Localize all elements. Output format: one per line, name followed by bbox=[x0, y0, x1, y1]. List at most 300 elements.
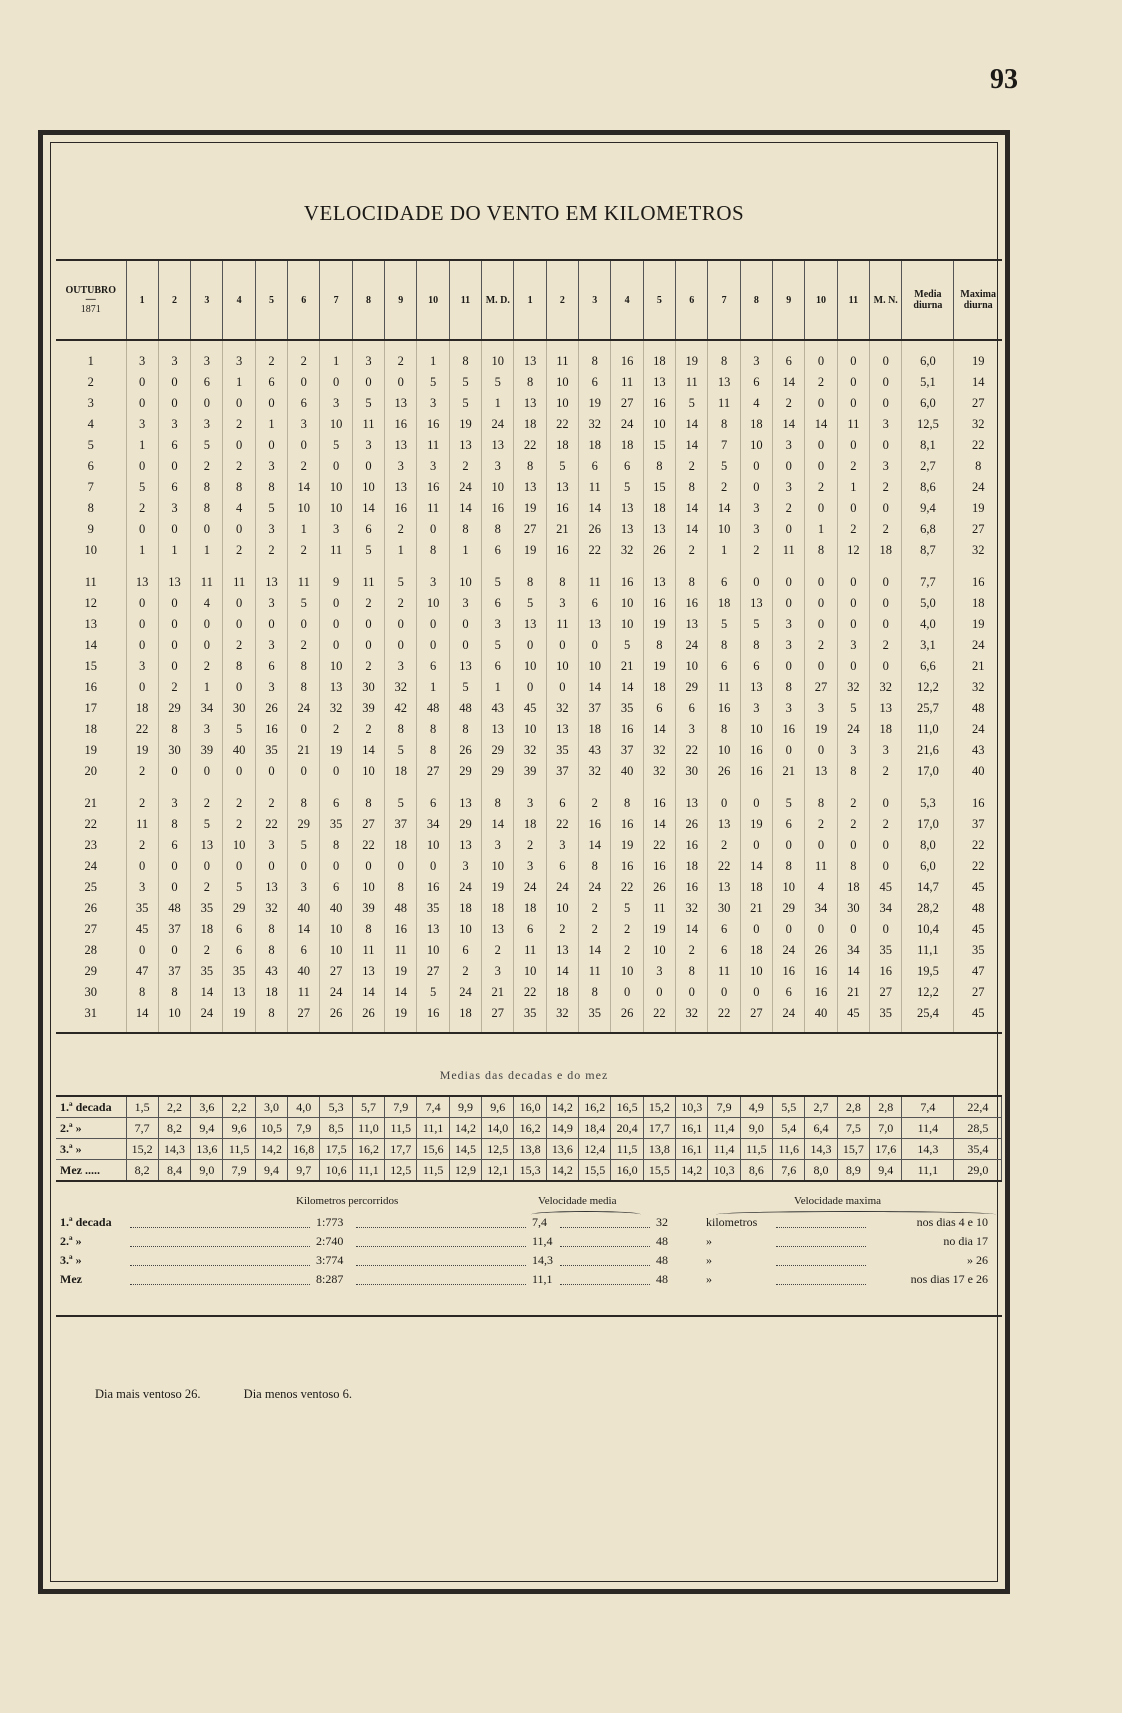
speed-cell: 35 bbox=[320, 814, 352, 835]
speed-cell: 0 bbox=[449, 635, 481, 656]
average-cell: 14,3 bbox=[805, 1139, 837, 1160]
day-cell: 6 bbox=[87, 459, 94, 473]
speed-cell: 0 bbox=[514, 635, 546, 656]
summary-unit: » bbox=[706, 1234, 712, 1248]
max-cell: 24 bbox=[954, 477, 1002, 498]
speed-cell: 0 bbox=[223, 393, 255, 414]
speed-cell: 14 bbox=[191, 982, 223, 1003]
speed-cell: 0 bbox=[837, 919, 869, 940]
speed-cell: 24 bbox=[449, 982, 481, 1003]
speed-cell: 10 bbox=[579, 656, 611, 677]
average-cell: 12,5 bbox=[482, 1139, 514, 1160]
speed-cell: 0 bbox=[708, 782, 740, 814]
speed-cell: 16 bbox=[676, 593, 708, 614]
speed-cell: 6 bbox=[708, 561, 740, 593]
speed-cell: 29 bbox=[223, 898, 255, 919]
average-label: 3.ª » bbox=[56, 1139, 126, 1160]
average-label: 1.ª decada bbox=[56, 1096, 126, 1118]
speed-cell: 5 bbox=[676, 393, 708, 414]
speed-cell: 24 bbox=[514, 877, 546, 898]
speed-cell: 35 bbox=[255, 740, 287, 761]
summary-vel: 11,1 bbox=[532, 1272, 553, 1286]
speed-cell: 0 bbox=[255, 856, 287, 877]
speed-cell: 8 bbox=[611, 782, 643, 814]
summary-max: 48 bbox=[656, 1272, 668, 1286]
speed-cell: 39 bbox=[191, 740, 223, 761]
table-row bbox=[56, 540, 1002, 561]
speed-cell: 18 bbox=[740, 414, 772, 435]
average-cell: 14,2 bbox=[546, 1160, 578, 1182]
speed-cell: 0 bbox=[740, 561, 772, 593]
speed-cell: 0 bbox=[870, 782, 902, 814]
speed-cell: 8 bbox=[676, 477, 708, 498]
speed-cell: 27 bbox=[417, 761, 449, 782]
speed-cell: 13 bbox=[191, 835, 223, 856]
speed-cell: 0 bbox=[870, 614, 902, 635]
average-cell: 2,2 bbox=[223, 1096, 255, 1118]
speed-cell: 5 bbox=[449, 677, 481, 698]
speed-cell: 37 bbox=[611, 740, 643, 761]
speed-cell: 16 bbox=[611, 856, 643, 877]
speed-cell: 13 bbox=[643, 561, 675, 593]
speed-cell: 5 bbox=[223, 719, 255, 740]
speed-cell: 19 bbox=[385, 961, 417, 982]
average-cell: 13,8 bbox=[643, 1139, 675, 1160]
speed-cell: 2 bbox=[773, 498, 805, 519]
speed-cell: 6 bbox=[255, 372, 287, 393]
speed-cell: 21 bbox=[546, 519, 578, 540]
speed-cell: 13 bbox=[449, 435, 481, 456]
speed-cell: 27 bbox=[870, 982, 902, 1003]
speed-cell: 4 bbox=[740, 393, 772, 414]
speed-cell: 3 bbox=[255, 835, 287, 856]
speed-cell: 0 bbox=[837, 561, 869, 593]
speed-cell: 0 bbox=[126, 856, 158, 877]
speed-cell: 0 bbox=[805, 561, 837, 593]
average-cell: 16,2 bbox=[352, 1139, 384, 1160]
speed-cell: 2 bbox=[676, 456, 708, 477]
speed-cell: 2 bbox=[870, 814, 902, 835]
speed-cell: 0 bbox=[805, 593, 837, 614]
speed-cell: 14 bbox=[643, 719, 675, 740]
speed-cell: 0 bbox=[320, 856, 352, 877]
speed-cell: 2 bbox=[191, 656, 223, 677]
speed-cell: 32 bbox=[837, 677, 869, 698]
speed-cell: 0 bbox=[191, 761, 223, 782]
speed-cell: 2 bbox=[385, 593, 417, 614]
average-cell: 13,8 bbox=[514, 1139, 546, 1160]
speed-cell: 0 bbox=[158, 393, 190, 414]
max-cell: 27 bbox=[954, 982, 1002, 1003]
speed-cell: 5 bbox=[385, 740, 417, 761]
speed-cell: 8 bbox=[579, 982, 611, 1003]
average-cell: 16,0 bbox=[514, 1096, 546, 1118]
speed-cell: 3 bbox=[126, 414, 158, 435]
speed-cell: 14 bbox=[546, 961, 578, 982]
speed-cell: 2 bbox=[191, 940, 223, 961]
speed-cell: 19 bbox=[449, 414, 481, 435]
speed-cell: 1 bbox=[385, 540, 417, 561]
speed-cell: 11 bbox=[191, 561, 223, 593]
speed-cell: 4 bbox=[805, 877, 837, 898]
speed-cell: 6 bbox=[773, 340, 805, 372]
max-cell: 32 bbox=[954, 677, 1002, 698]
speed-cell: 11 bbox=[352, 940, 384, 961]
speed-cell: 32 bbox=[514, 740, 546, 761]
max-cell: 19 bbox=[954, 498, 1002, 519]
speed-cell: 1 bbox=[288, 519, 320, 540]
speed-cell: 16 bbox=[579, 814, 611, 835]
average-label: Mez ..... bbox=[56, 1160, 126, 1182]
dot-leader bbox=[776, 1284, 866, 1285]
speed-cell: 10 bbox=[223, 835, 255, 856]
speed-cell: 11 bbox=[676, 372, 708, 393]
speed-cell: 2 bbox=[773, 393, 805, 414]
speed-cell: 14 bbox=[676, 498, 708, 519]
speed-cell: 13 bbox=[417, 919, 449, 940]
speed-cell: 22 bbox=[546, 814, 578, 835]
speed-cell: 2 bbox=[223, 414, 255, 435]
month-dash: — bbox=[85, 294, 96, 305]
speed-cell: 5 bbox=[740, 614, 772, 635]
speed-cell: 2 bbox=[223, 635, 255, 656]
speed-cell: 30 bbox=[837, 898, 869, 919]
average-cell: 16,2 bbox=[579, 1096, 611, 1118]
speed-cell: 37 bbox=[385, 814, 417, 835]
average-cell: 8,2 bbox=[126, 1160, 158, 1182]
average-cell: 13,6 bbox=[546, 1139, 578, 1160]
speed-cell: 19 bbox=[643, 656, 675, 677]
speed-cell: 10 bbox=[740, 435, 772, 456]
speed-cell: 0 bbox=[126, 372, 158, 393]
summary-head-km: Kilometros percorridos bbox=[296, 1195, 399, 1207]
summary-block bbox=[56, 1195, 1002, 1291]
speed-cell: 0 bbox=[805, 614, 837, 635]
speed-cell: 8 bbox=[740, 635, 772, 656]
max-cell: 27 bbox=[954, 519, 1002, 540]
speed-cell: 13 bbox=[676, 782, 708, 814]
speed-cell: 3 bbox=[255, 677, 287, 698]
speed-cell: 13 bbox=[223, 982, 255, 1003]
speed-cell: 3 bbox=[288, 414, 320, 435]
day-cell: 31 bbox=[56, 1003, 126, 1033]
speed-cell: 14 bbox=[611, 677, 643, 698]
speed-cell: 32 bbox=[579, 761, 611, 782]
media-cell: 14,7 bbox=[902, 877, 954, 898]
speed-cell: 8 bbox=[223, 656, 255, 677]
speed-cell: 8 bbox=[158, 814, 190, 835]
day-cell: 14 bbox=[84, 638, 97, 652]
speed-cell: 18 bbox=[611, 435, 643, 456]
average-cell: 7,0 bbox=[870, 1118, 902, 1139]
speed-cell: 2 bbox=[870, 519, 902, 540]
speed-cell: 0 bbox=[158, 761, 190, 782]
media-cell: 21,6 bbox=[902, 740, 954, 761]
speed-cell: 35 bbox=[223, 961, 255, 982]
average-cell: 14,3 bbox=[158, 1139, 190, 1160]
speed-cell: 5 bbox=[611, 477, 643, 498]
speed-cell: 6 bbox=[514, 919, 546, 940]
speed-cell: 5 bbox=[417, 982, 449, 1003]
speed-cell: 3 bbox=[740, 519, 772, 540]
speed-cell: 0 bbox=[223, 677, 255, 698]
speed-cell: 10 bbox=[740, 961, 772, 982]
speed-cell: 10 bbox=[708, 740, 740, 761]
media-cell: 11,1 bbox=[902, 940, 954, 961]
speed-cell: 22 bbox=[546, 414, 578, 435]
speed-cell: 35 bbox=[611, 698, 643, 719]
media-cell: 8,1 bbox=[902, 435, 954, 456]
speed-cell: 14 bbox=[352, 498, 384, 519]
speed-cell: 5 bbox=[611, 898, 643, 919]
speed-cell: 1 bbox=[482, 677, 514, 698]
media-cell: 11,0 bbox=[902, 719, 954, 740]
speed-cell: 32 bbox=[611, 540, 643, 561]
column-header-hour: 9 bbox=[385, 260, 417, 340]
day-cell: 16 bbox=[84, 680, 97, 694]
speed-cell: 14 bbox=[449, 498, 481, 519]
speed-cell: 3 bbox=[449, 856, 481, 877]
speed-cell: 47 bbox=[126, 961, 158, 982]
speed-cell: 13 bbox=[449, 835, 481, 856]
average-cell: 14,2 bbox=[449, 1118, 481, 1139]
speed-cell: 32 bbox=[676, 1003, 708, 1033]
speed-cell: 24 bbox=[546, 877, 578, 898]
speed-cell: 5 bbox=[126, 477, 158, 498]
speed-cell: 1 bbox=[482, 393, 514, 414]
speed-cell: 0 bbox=[740, 782, 772, 814]
table-row bbox=[56, 782, 1002, 814]
speed-cell: 14 bbox=[837, 961, 869, 982]
speed-cell: 21 bbox=[288, 740, 320, 761]
day-cell: 24 bbox=[84, 859, 97, 873]
speed-cell: 8 bbox=[482, 782, 514, 814]
column-header-hour: 6 bbox=[676, 260, 708, 340]
speed-cell: 34 bbox=[191, 698, 223, 719]
column-header-media: Media diurna bbox=[902, 260, 954, 340]
speed-cell: 16 bbox=[385, 498, 417, 519]
average-cell: 14,2 bbox=[255, 1139, 287, 1160]
speed-cell: 40 bbox=[288, 898, 320, 919]
table-row bbox=[56, 856, 1002, 877]
day-cell: 3 bbox=[87, 396, 94, 410]
speed-cell: 19 bbox=[579, 393, 611, 414]
speed-cell: 18 bbox=[740, 877, 772, 898]
speed-cell: 8 bbox=[255, 940, 287, 961]
average-cell: 15,5 bbox=[579, 1160, 611, 1182]
speed-cell: 14 bbox=[352, 982, 384, 1003]
dot-leader bbox=[560, 1227, 650, 1228]
day-cell: 5 bbox=[87, 438, 94, 452]
speed-cell: 11 bbox=[579, 961, 611, 982]
speed-cell: 3 bbox=[740, 698, 772, 719]
speed-cell: 0 bbox=[837, 498, 869, 519]
media-cell: 6,0 bbox=[902, 340, 954, 372]
speed-cell: 27 bbox=[352, 814, 384, 835]
speed-cell: 16 bbox=[740, 740, 772, 761]
speed-cell: 40 bbox=[320, 898, 352, 919]
speed-cell: 0 bbox=[126, 635, 158, 656]
speed-cell: 0 bbox=[773, 561, 805, 593]
speed-cell: 8 bbox=[385, 719, 417, 740]
speed-cell: 34 bbox=[837, 940, 869, 961]
speed-cell: 0 bbox=[320, 372, 352, 393]
speed-cell: 0 bbox=[223, 435, 255, 456]
speed-cell: 8 bbox=[805, 540, 837, 561]
speed-cell: 29 bbox=[158, 698, 190, 719]
speed-cell: 13 bbox=[449, 782, 481, 814]
speed-cell: 0 bbox=[773, 519, 805, 540]
speed-cell: 29 bbox=[482, 761, 514, 782]
table-row bbox=[56, 982, 1002, 1003]
speed-cell: 27 bbox=[320, 961, 352, 982]
max-cell: 48 bbox=[954, 698, 1002, 719]
speed-cell: 8 bbox=[417, 719, 449, 740]
speed-cell: 18 bbox=[676, 856, 708, 877]
speed-cell: 11 bbox=[352, 414, 384, 435]
average-cell: 15,2 bbox=[643, 1096, 675, 1118]
speed-cell: 13 bbox=[740, 593, 772, 614]
day-cell: 20 bbox=[84, 764, 97, 778]
average-cell: 11,5 bbox=[611, 1139, 643, 1160]
speed-cell: 5 bbox=[352, 393, 384, 414]
speed-cell: 13 bbox=[805, 761, 837, 782]
speed-cell: 0 bbox=[579, 635, 611, 656]
speed-cell: 0 bbox=[837, 340, 869, 372]
speed-cell: 2 bbox=[191, 782, 223, 814]
speed-cell: 11 bbox=[643, 898, 675, 919]
average-cell: 16,2 bbox=[514, 1118, 546, 1139]
speed-cell: 8 bbox=[158, 982, 190, 1003]
average-cell: 9,0 bbox=[740, 1118, 772, 1139]
speed-cell: 13 bbox=[385, 393, 417, 414]
column-header-hour: 1 bbox=[514, 260, 546, 340]
average-cell: 12,4 bbox=[579, 1139, 611, 1160]
speed-cell: 1 bbox=[320, 340, 352, 372]
average-cell: 14,5 bbox=[449, 1139, 481, 1160]
speed-cell: 10 bbox=[320, 477, 352, 498]
speed-cell: 1 bbox=[126, 540, 158, 561]
speed-cell: 16 bbox=[417, 877, 449, 898]
speed-cell: 0 bbox=[158, 593, 190, 614]
average-cell: 7,9 bbox=[708, 1096, 740, 1118]
speed-cell: 16 bbox=[676, 877, 708, 898]
summary-unit: » bbox=[706, 1272, 712, 1286]
max-cell: 45 bbox=[954, 877, 1002, 898]
speed-cell: 0 bbox=[805, 919, 837, 940]
media-cell: 17,0 bbox=[902, 814, 954, 835]
speed-cell: 35 bbox=[126, 898, 158, 919]
speed-cell: 3 bbox=[482, 456, 514, 477]
day-cell: 28 bbox=[84, 943, 97, 957]
dot-leader bbox=[776, 1227, 866, 1228]
speed-cell: 29 bbox=[482, 740, 514, 761]
speed-cell: 8 bbox=[352, 919, 384, 940]
speed-cell: 3 bbox=[255, 519, 287, 540]
average-cell: 11,4 bbox=[708, 1139, 740, 1160]
speed-cell: 11 bbox=[546, 614, 578, 635]
speed-cell: 10 bbox=[320, 414, 352, 435]
speed-cell: 16 bbox=[805, 982, 837, 1003]
speed-cell: 13 bbox=[514, 393, 546, 414]
speed-cell: 16 bbox=[611, 814, 643, 835]
speed-cell: 2 bbox=[482, 940, 514, 961]
speed-cell: 14 bbox=[579, 677, 611, 698]
table-row bbox=[56, 519, 1002, 540]
speed-cell: 6 bbox=[708, 919, 740, 940]
average-cell: 8,0 bbox=[805, 1160, 837, 1182]
speed-cell: 37 bbox=[158, 919, 190, 940]
speed-cell: 16 bbox=[385, 414, 417, 435]
speed-cell: 0 bbox=[288, 614, 320, 635]
calmest-day-note: Dia menos ventoso 6. bbox=[243, 1387, 352, 1401]
speed-cell: 5 bbox=[773, 782, 805, 814]
average-cell: 17,6 bbox=[870, 1139, 902, 1160]
speed-cell: 18 bbox=[870, 719, 902, 740]
summary-rows bbox=[56, 1215, 1002, 1291]
speed-cell: 14 bbox=[740, 856, 772, 877]
summary-km: 3:774 bbox=[316, 1253, 344, 1267]
max-cell: 19 bbox=[954, 340, 1002, 372]
speed-cell: 10 bbox=[546, 656, 578, 677]
speed-cell: 8 bbox=[676, 961, 708, 982]
speed-cell: 3 bbox=[255, 593, 287, 614]
speed-cell: 14 bbox=[579, 498, 611, 519]
speed-cell: 0 bbox=[805, 456, 837, 477]
speed-cell: 24 bbox=[191, 1003, 223, 1033]
speed-cell: 0 bbox=[320, 761, 352, 782]
speed-cell: 8 bbox=[708, 719, 740, 740]
speed-cell: 0 bbox=[870, 561, 902, 593]
speed-cell: 2 bbox=[805, 635, 837, 656]
max-cell: 27 bbox=[954, 393, 1002, 414]
speed-cell: 3 bbox=[126, 340, 158, 372]
speed-cell: 3 bbox=[126, 656, 158, 677]
speed-cell: 29 bbox=[288, 814, 320, 835]
speed-cell: 3 bbox=[870, 740, 902, 761]
speed-cell: 2 bbox=[611, 940, 643, 961]
speed-cell: 2 bbox=[805, 372, 837, 393]
dot-leader bbox=[356, 1227, 526, 1228]
average-cell: 9,6 bbox=[223, 1118, 255, 1139]
average-cell: 20,4 bbox=[611, 1118, 643, 1139]
speed-cell: 14 bbox=[643, 814, 675, 835]
speed-cell: 14 bbox=[288, 477, 320, 498]
speed-cell: 22 bbox=[708, 856, 740, 877]
speed-cell: 22 bbox=[579, 540, 611, 561]
speed-cell: 18 bbox=[546, 435, 578, 456]
speed-cell: 16 bbox=[417, 477, 449, 498]
dot-leader bbox=[776, 1246, 866, 1247]
speed-cell: 13 bbox=[579, 614, 611, 635]
speed-cell: 11 bbox=[352, 561, 384, 593]
speed-cell: 11 bbox=[773, 540, 805, 561]
speed-cell: 13 bbox=[611, 498, 643, 519]
average-row bbox=[56, 1118, 1002, 1139]
speed-cell: 10 bbox=[546, 898, 578, 919]
column-header-hour: 7 bbox=[320, 260, 352, 340]
speed-cell: 0 bbox=[449, 614, 481, 635]
speed-cell: 0 bbox=[837, 656, 869, 677]
speed-cell: 10 bbox=[417, 593, 449, 614]
average-cell: 8,4 bbox=[158, 1160, 190, 1182]
speed-cell: 2 bbox=[223, 456, 255, 477]
average-cell: 18,4 bbox=[579, 1118, 611, 1139]
speed-cell: 21 bbox=[611, 656, 643, 677]
speed-cell: 0 bbox=[805, 740, 837, 761]
speed-cell: 3 bbox=[158, 782, 190, 814]
day-cell: 23 bbox=[84, 838, 97, 852]
